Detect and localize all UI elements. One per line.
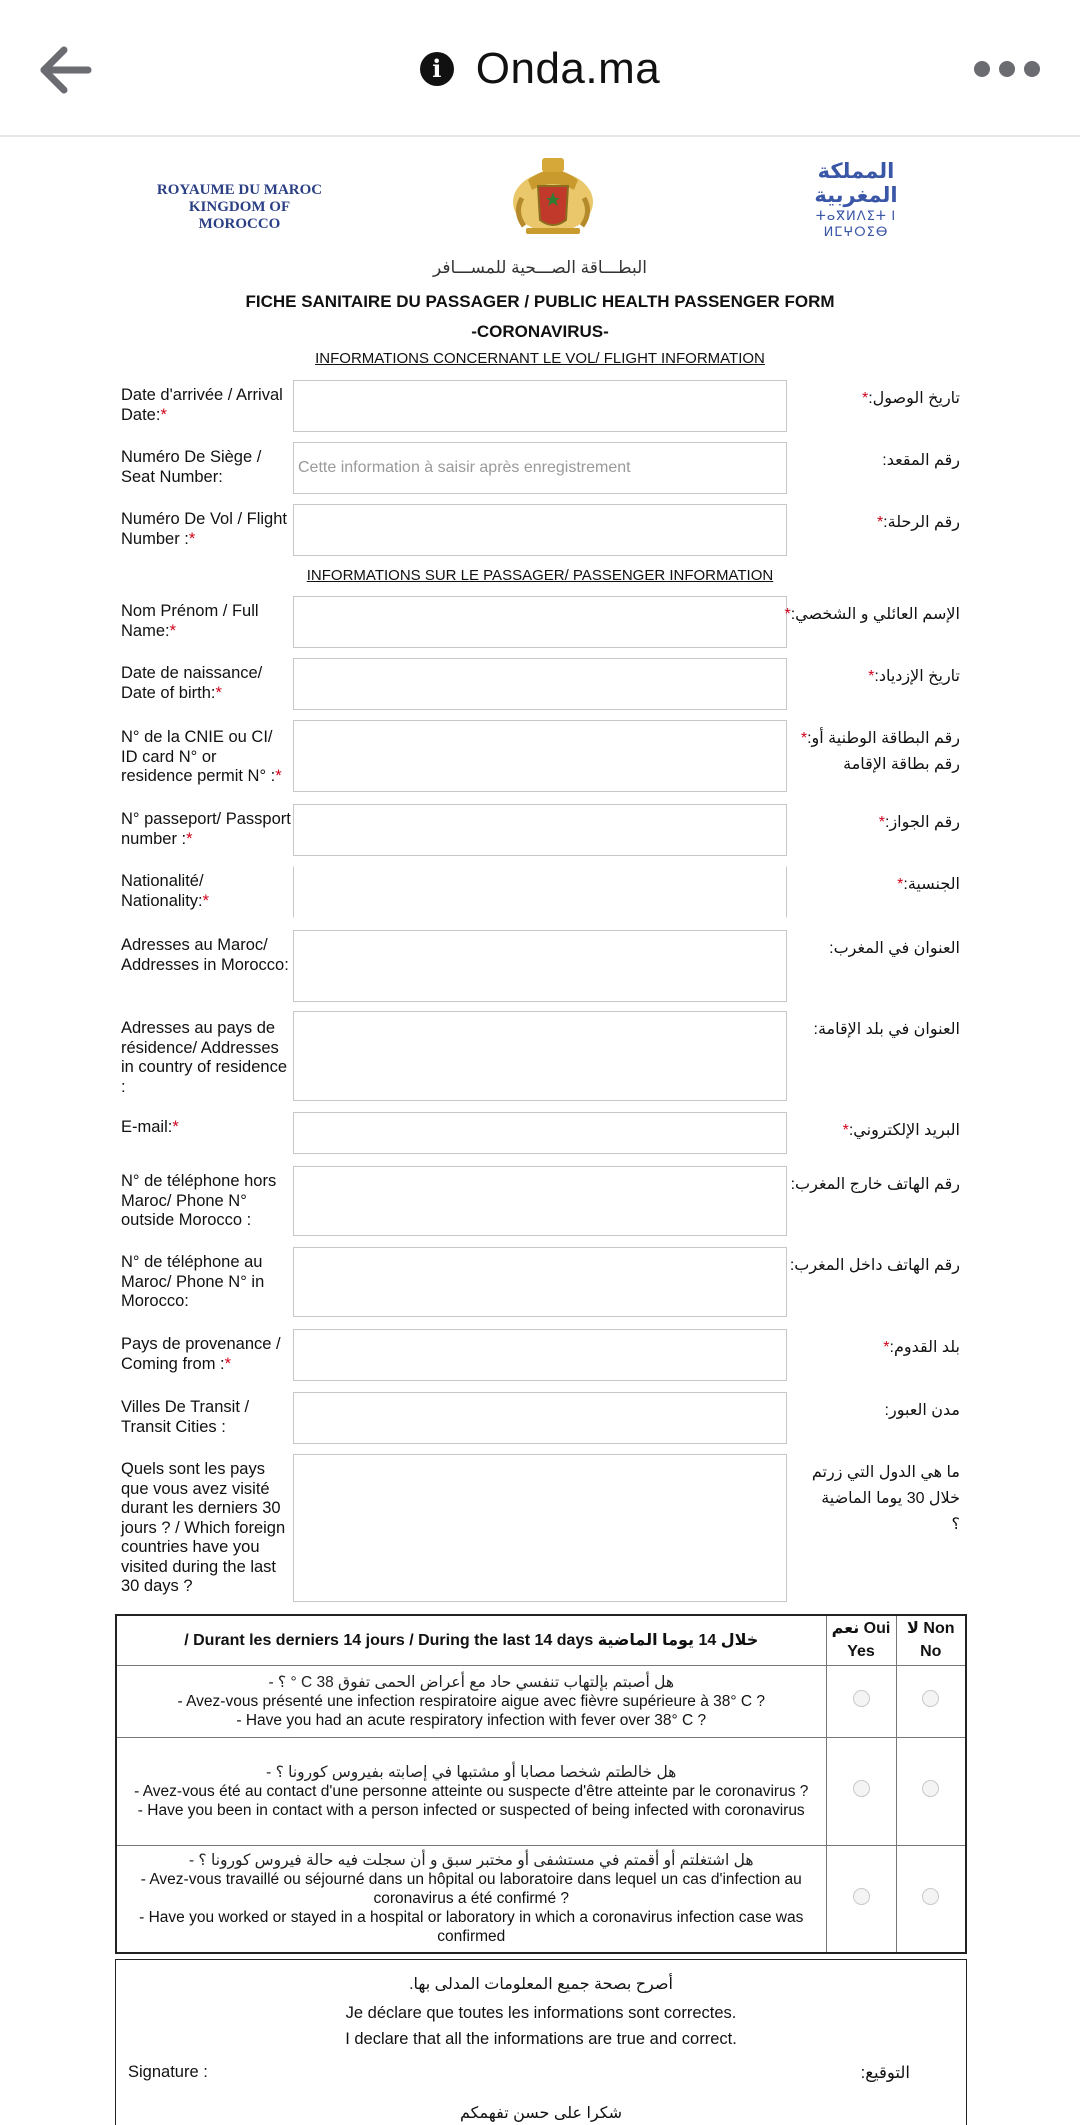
royal-emblem-icon bbox=[508, 150, 598, 238]
question-text-ar: هل اشتغلتم أو أقمتم في مستشفى أو مختبر سبق و أن سجلت فيه حالة فيروس كورونا ؟ - bbox=[188, 1852, 754, 1870]
arrival-date-label: Date d'arrivée / Arrival Date:* bbox=[121, 386, 283, 424]
full-name-input[interactable] bbox=[293, 596, 787, 648]
question-row bbox=[116, 1737, 966, 1845]
countries-visited-label: Quels sont les pays que vous avez visité durant les derniers 30 jours ? / Which foreign countries have you visited during the last 30 days ? bbox=[121, 1460, 286, 1595]
full-name-label: Nom Prénom / Full Name:* bbox=[121, 602, 259, 640]
question-text bbox=[116, 1737, 826, 1845]
question-text-en: - Have you worked or stayed in a hospital or laboratory in which a coronavirus infection case was confirmed bbox=[139, 1909, 804, 1946]
seat-number-label-ar: رقم المقعد: bbox=[882, 452, 960, 469]
full-name-label-ar: الإسم العائلي و الشخصي:* bbox=[784, 606, 960, 623]
seat-number-label: Numéro De Siège / Seat Number: bbox=[121, 448, 262, 486]
id-number-label-ar: رقم البطاقة الوطنية أو:* رقم بطاقة الإقامة bbox=[720, 726, 960, 778]
tifinagh-kingdom-text: ⵜⴰⴳⵍⴷⵉⵜ ⵏ ⵍⵎⵖⵔⵉⴱ bbox=[815, 208, 897, 239]
phone-outside-label-ar: رقم الهاتف خارج المغرب: bbox=[790, 1176, 960, 1193]
answer-yes-cell bbox=[826, 1665, 896, 1737]
birth-date-label-ar: تاريخ الإزدياد:* bbox=[868, 668, 960, 685]
question-text bbox=[116, 1845, 826, 1953]
yes-header-en: Yes bbox=[847, 1643, 875, 1661]
passenger-section-heading: INFORMATIONS SUR LE PASSAGER/ PASSENGER INFORMATION bbox=[306, 567, 774, 584]
questions-header: / Durant les derniers 14 jours / During the last 14 days خلال 14 يوما الماضية bbox=[116, 1615, 826, 1665]
phone-morocco-label-ar: رقم الهاتف داخل المغرب: bbox=[789, 1257, 960, 1274]
kingdom-fr: ROYAUME DU MAROC bbox=[156, 182, 323, 198]
email-label-ar: البريد الإلكتروني:* bbox=[842, 1122, 960, 1139]
id-number-label: N° de la CNIE ou CI/ ID card N° or residence permit N° :* bbox=[121, 728, 282, 785]
declaration-en: I declare that all the informations are true and correct. bbox=[345, 2030, 737, 2048]
question-text-fr: - Avez-vous été au contact d'une personne atteinte ou suspecte d'être atteinte par le coronavirus ? bbox=[134, 1782, 809, 1800]
answer-yes-radio[interactable] bbox=[853, 1780, 870, 1797]
arrival-date-input[interactable] bbox=[293, 380, 787, 432]
more-dots-icon[interactable] bbox=[974, 61, 1040, 77]
question-row bbox=[116, 1845, 966, 1953]
nationality-label: Nationalité/ Nationality:* bbox=[121, 872, 210, 910]
declaration-fr: Je déclare que toutes les informations sont correctes. bbox=[345, 2004, 737, 2022]
answer-no-radio[interactable] bbox=[922, 1780, 939, 1797]
flight-section-heading: INFORMATIONS CONCERNANT LE VOL/ FLIGHT INFORMATION bbox=[315, 350, 765, 367]
question-text-ar: هل خالطتم شخصا مصابا أو مشتبها في إصابته بفيروس كورونا ؟ - bbox=[266, 1763, 677, 1781]
coming-from-label-ar: بلد القدوم:* bbox=[883, 1339, 960, 1356]
flight-number-label: Numéro De Vol / Flight Number :* bbox=[121, 510, 287, 548]
phone-outside-label: N° de téléphone hors Maroc/ Phone N° outside Morocco : bbox=[121, 1172, 277, 1229]
id-number-input[interactable] bbox=[293, 720, 787, 792]
answer-no-cell bbox=[896, 1845, 966, 1953]
address-morocco-label: Adresses au Maroc/ Addresses in Morocco: bbox=[121, 936, 289, 974]
question-text-fr: - Avez-vous travaillé ou séjourné dans un hôpital ou laboratoire dans lequel un cas d'infection au coronavirus a été confirmé ? bbox=[140, 1871, 802, 1908]
question-text bbox=[116, 1665, 826, 1737]
arrival-date-label-ar: تاريخ الوصول:* bbox=[861, 390, 960, 407]
countries-visited-input[interactable] bbox=[293, 1454, 787, 1602]
form-title-arabic: البطـــاقة الصـــحية للمســـافر bbox=[432, 258, 648, 277]
phone-morocco-input[interactable] bbox=[293, 1247, 787, 1317]
kingdom-logo-text bbox=[152, 182, 327, 233]
email-input[interactable] bbox=[293, 1112, 787, 1154]
no-header-en: No bbox=[920, 1643, 942, 1661]
thanks-ar: شكرا على حسن تفهمكم bbox=[459, 2105, 623, 2122]
form-title: FICHE SANITAIRE DU PASSAGER / PUBLIC HEALTH PASSENGER FORM bbox=[245, 292, 835, 311]
browser-top-bar bbox=[0, 0, 1080, 137]
transit-label-ar: مدن العبور: bbox=[884, 1402, 960, 1419]
email-label: E-mail:* bbox=[121, 1118, 179, 1136]
flight-number-input[interactable] bbox=[293, 504, 787, 556]
address-morocco-label-ar: العنوان في المغرب: bbox=[829, 940, 960, 957]
form-subtitle: -CORONAVIRUS- bbox=[471, 322, 609, 341]
id-number-label-ar-2: رقم بطاقة الإقامة bbox=[843, 756, 960, 773]
answer-yes-radio[interactable] bbox=[853, 1888, 870, 1905]
coming-from-input[interactable] bbox=[293, 1329, 787, 1381]
transit-label: Villes De Transit / Transit Cities : bbox=[121, 1398, 250, 1436]
birth-date-label: Date de naissance/ Date of birth:* bbox=[121, 664, 263, 702]
arabic-kingdom-logo bbox=[786, 160, 926, 240]
coming-from-label: Pays de provenance / Coming from :* bbox=[121, 1335, 281, 1373]
nationality-label-ar: الجنسية:* bbox=[897, 876, 960, 893]
address-residence-input[interactable] bbox=[293, 1011, 787, 1101]
question-row bbox=[116, 1665, 966, 1737]
flight-number-label-ar: رقم الرحلة:* bbox=[876, 514, 960, 531]
answer-no-cell bbox=[896, 1665, 966, 1737]
yes-header bbox=[826, 1615, 896, 1665]
answer-no-radio[interactable] bbox=[922, 1690, 939, 1707]
question-text-ar: هل أصبتم بإلتهاب تنفسي حاد مع أعراض الحمى تفوق C 38 ° ؟ - bbox=[268, 1673, 675, 1691]
health-questions-table bbox=[115, 1614, 967, 1954]
answer-no-cell bbox=[896, 1737, 966, 1845]
site-title: Onda.ma bbox=[475, 43, 661, 93]
question-text-fr: - Avez-vous présenté une infection respiratoire aigue avec fièvre supérieure à 38° C ? bbox=[177, 1692, 765, 1710]
declaration-ar: أصرح بصحة جميع المعلومات المدلى بها. bbox=[409, 1976, 673, 1993]
no-header bbox=[896, 1615, 966, 1665]
answer-yes-radio[interactable] bbox=[853, 1690, 870, 1707]
info-icon[interactable]: i bbox=[420, 52, 454, 86]
signature-label-ar: التوقيع: bbox=[860, 2064, 910, 2082]
declaration-box bbox=[115, 1959, 967, 2125]
answer-yes-cell bbox=[826, 1845, 896, 1953]
passport-label-ar: رقم الجواز:* bbox=[878, 814, 960, 831]
address-morocco-input[interactable] bbox=[293, 930, 787, 1002]
title-area bbox=[0, 0, 1080, 137]
no-header-ar: لا Non bbox=[907, 1620, 955, 1638]
signature-label: Signature : bbox=[128, 2063, 208, 2081]
birth-date-input[interactable] bbox=[293, 658, 787, 710]
kingdom-en: KINGDOM OF MOROCCO bbox=[188, 199, 291, 232]
passport-input[interactable] bbox=[293, 804, 787, 856]
answer-yes-cell bbox=[826, 1737, 896, 1845]
question-text-en: - Have you had an acute respiratory infection with fever over 38° C ? bbox=[236, 1711, 707, 1729]
question-text-en: - Have you been in contact with a person infected or suspected of being infected with coronavirus bbox=[137, 1801, 805, 1819]
nationality-input[interactable] bbox=[293, 866, 787, 918]
yes-header-ar: نعم Oui bbox=[831, 1620, 891, 1638]
countries-visited-label-ar: ما هي الدول التي زرتم خلال 30 يوما الماضية ؟ bbox=[811, 1464, 960, 1533]
transit-input[interactable] bbox=[293, 1392, 787, 1444]
phone-morocco-label: N° de téléphone au Maroc/ Phone N° in Morocco: bbox=[121, 1253, 265, 1310]
seat-number-input[interactable] bbox=[293, 442, 787, 494]
phone-outside-input[interactable] bbox=[293, 1166, 787, 1236]
answer-no-radio[interactable] bbox=[922, 1888, 939, 1905]
questions-header-row bbox=[116, 1615, 966, 1665]
address-residence-label-ar: العنوان في بلد الإقامة: bbox=[813, 1021, 960, 1038]
passport-label: N° passeport/ Passport number :* bbox=[121, 810, 291, 848]
arabic-kingdom-text: المملكة المغربية bbox=[814, 160, 898, 207]
address-residence-label: Adresses au pays de résidence/ Addresses in country of residence : bbox=[121, 1019, 288, 1096]
